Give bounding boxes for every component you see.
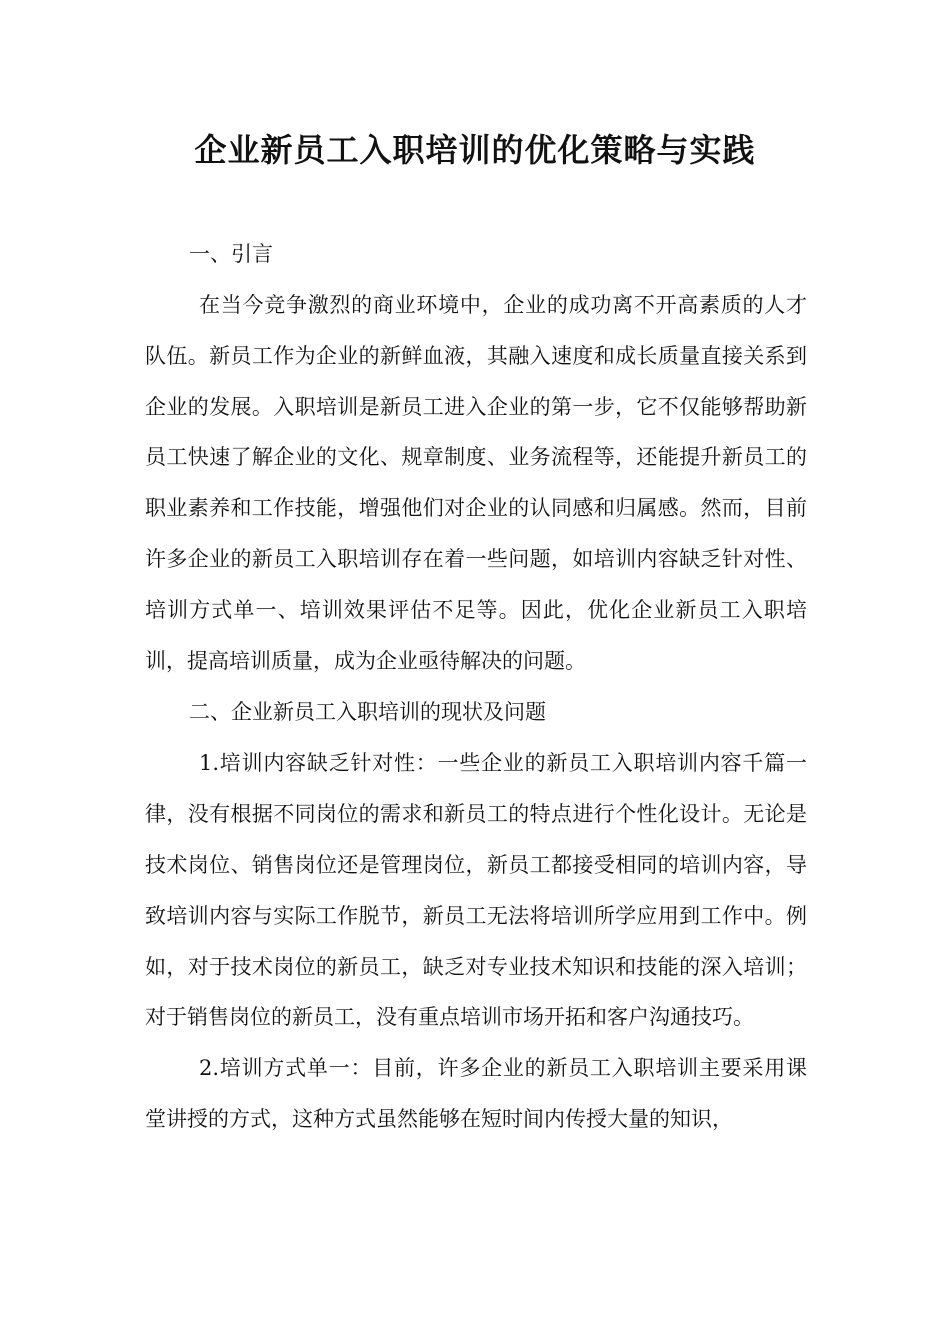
paragraph-training-content-issue: 1.培训内容缺乏针对性：一些企业的新员工入职培训内容千篇一律，没有根据不同岗位的需求和新员工的特点进行个性化设计。无论是技术岗位、销售岗位还是管理岗位，新员工都接受相同的培训内容，导致培训内容与实际工作脱节，新员工无法将培训所学应用到工作中。例如，对于技术岗位的新员工，缺乏对专业技术知识和技能的深入培训；对于销售岗位的新员工，没有重点培训市场开拓和客户沟通技巧。 (145, 751, 807, 1030)
document-body (145, 228, 807, 1145)
document-title: 企业新员工入职培训的优化策略与实践 (194, 131, 756, 169)
section-heading-introduction: 一、引言 (189, 242, 273, 266)
paragraph-introduction: 在当今竞争激烈的商业环境中，企业的成功离不开高素质的人才队伍。新员工作为企业的新鲜血液，其融入速度和成长质量直接关系到企业的发展。入职培训是新员工进入企业的第一步，它不仅能够帮助新员工快速了解企业的文化、规章制度、业务流程等，还能提升新员工的职业素养和工作技能，增强他们对企业的认同感和归属感。然而，目前许多企业的新员工入职培训存在着一些问题，如培训内容缺乏针对性、培训方式单一、培训效果评估不足等。因此，优化企业新员工入职培训，提高培训质量，成为企业亟待解决的问题。 (145, 293, 807, 673)
section-heading-current-status: 二、企业新员工入职培训的现状及问题 (189, 700, 546, 725)
paragraph-training-method-issue: 2.培训方式单一：目前，许多企业的新员工入职培训主要采用课堂讲授的方式，这种方式虽然能够在短时间内传授大量的知识， (145, 1056, 807, 1131)
